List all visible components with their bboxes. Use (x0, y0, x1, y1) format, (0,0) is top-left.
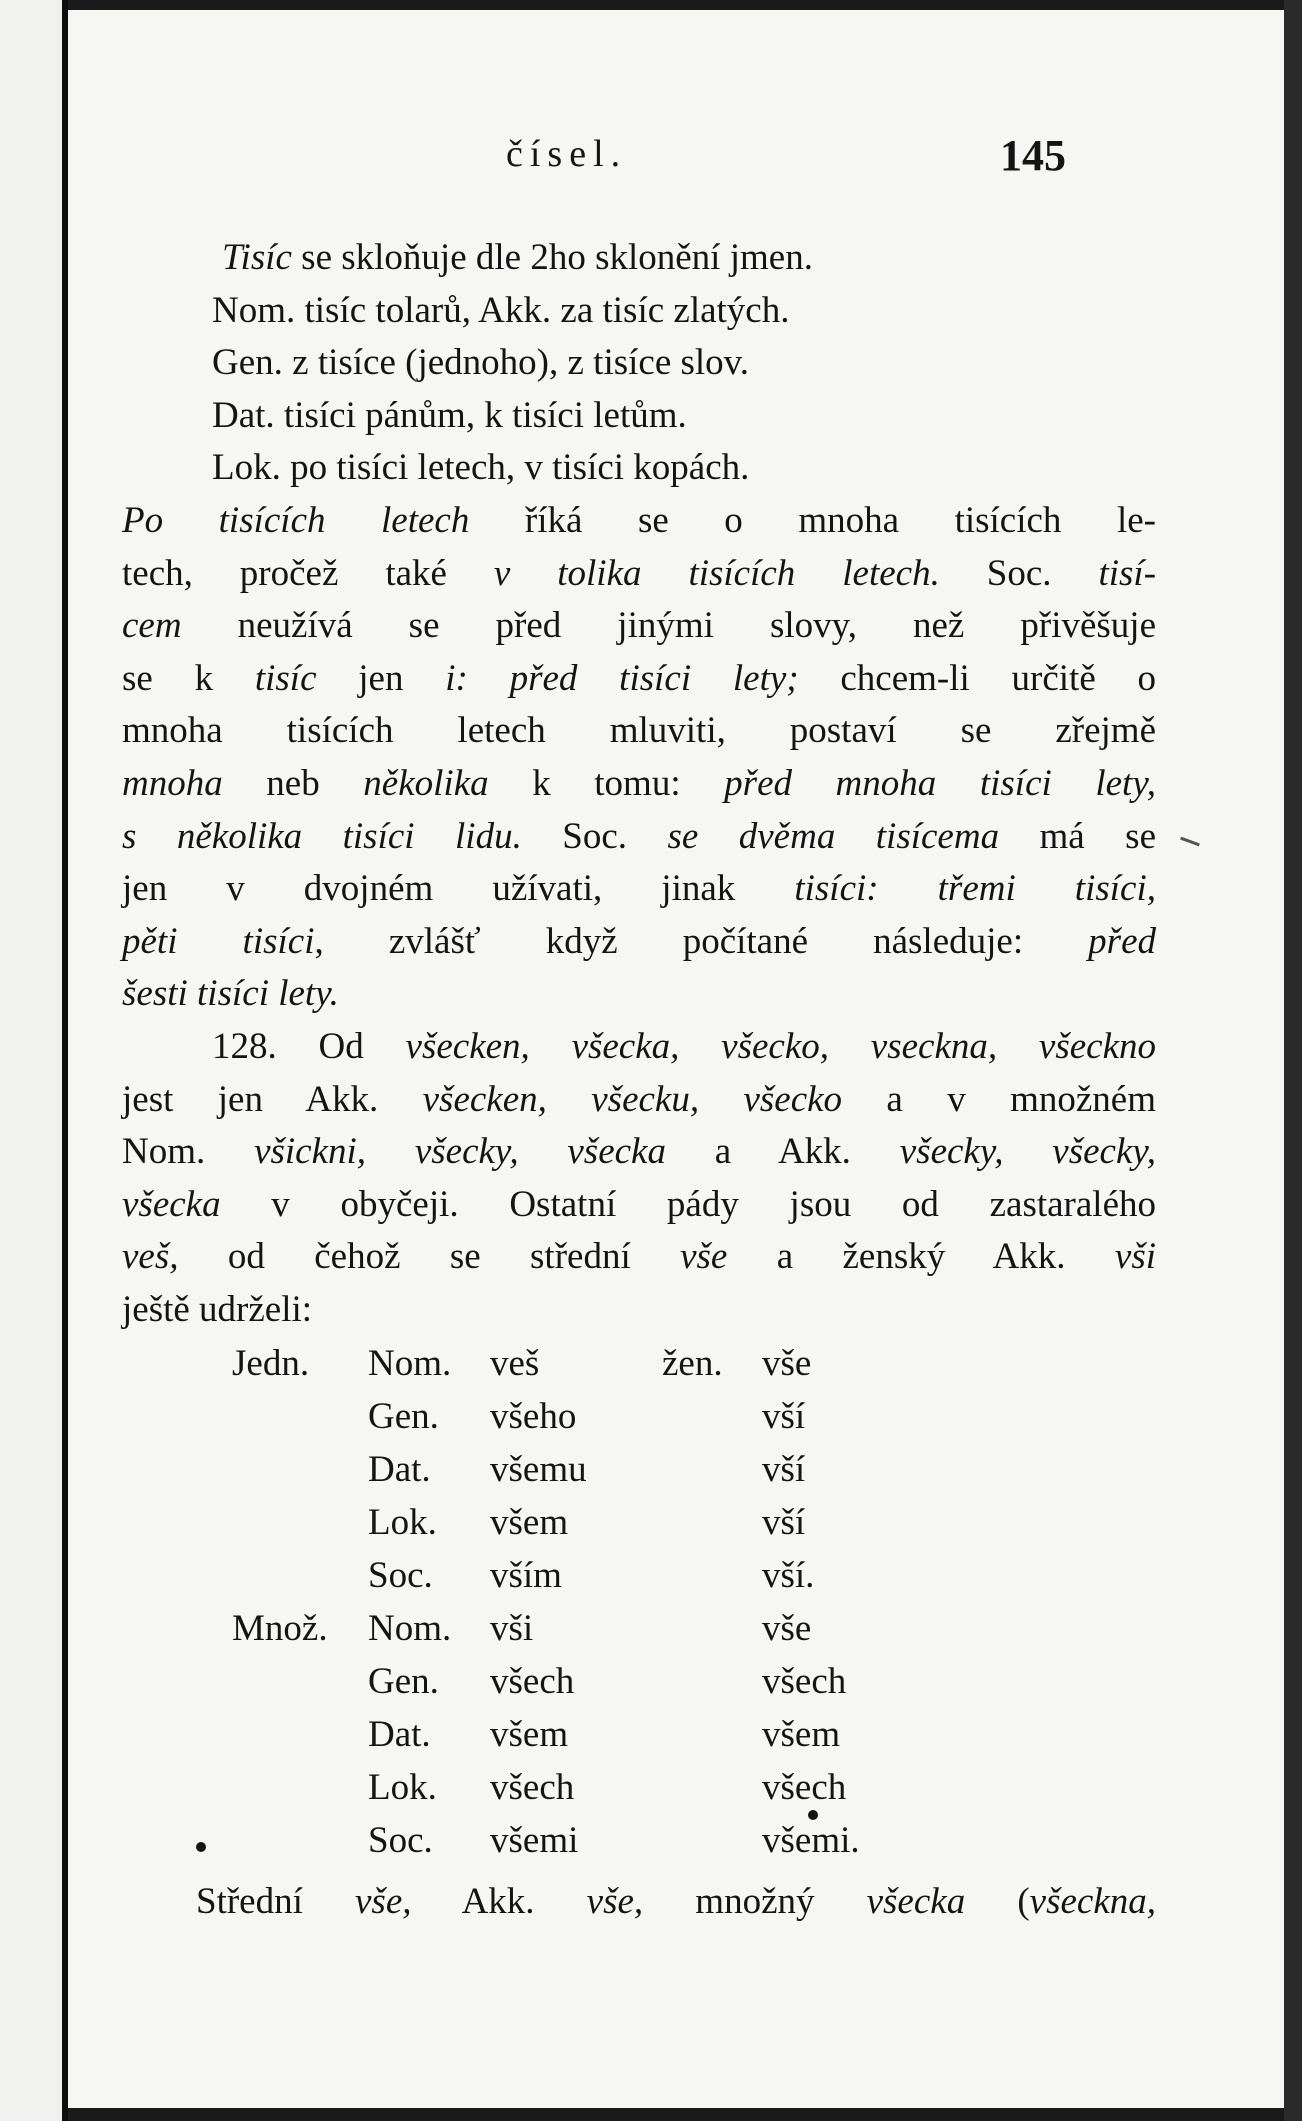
table-cell-number: Množ. (232, 1608, 328, 1649)
table-cell-fem: vše (762, 1343, 812, 1384)
table-cell-fem: všech (762, 1661, 847, 1702)
text-run: Střední (196, 1881, 355, 1922)
page-number: 145 (1000, 131, 1066, 180)
italic-text: vše, (355, 1881, 412, 1922)
italic-text: všecken, všecka, všecko, vsecknа, všeckno (405, 1025, 1156, 1067)
text-run: , zvlášť když počítané následuje: (314, 920, 1089, 962)
table-cell-case: Gen. (368, 1396, 439, 1437)
text-run: Gen. z tisíce (jednoho), z tisíce slov. (212, 342, 750, 384)
italic-text: mnoha (122, 762, 223, 804)
text-run: chcem-li určitě o (798, 657, 1157, 699)
ink-speck (808, 1810, 818, 1820)
table-cell-number: Jedn. (232, 1343, 310, 1384)
table-cell-fem: vší (762, 1502, 806, 1543)
italic-text: tisíci: třemi tisíci, (794, 868, 1156, 910)
italic-text: tisí- (1098, 552, 1157, 594)
text-run: množný (643, 1881, 867, 1922)
table-cell-fem: všemi. (762, 1820, 860, 1861)
italic-text: všecken, všecku, všecko (422, 1078, 843, 1120)
closing-line (196, 1880, 1156, 1923)
text-run: a ženský Akk. (727, 1236, 1115, 1278)
text-run: v obyčeji. Ostatní pády jsou od zastaralého (220, 1183, 1156, 1225)
italic-text: před (1088, 920, 1156, 962)
declension-table (122, 1342, 1156, 1872)
italic-text: cem (122, 605, 182, 647)
table-cell-fem: všech (762, 1767, 847, 1808)
table-cell-masc: všem (490, 1714, 569, 1755)
table-cell-masc: všemi (490, 1820, 579, 1861)
text-line (122, 1179, 1156, 1232)
table-row (122, 1660, 1156, 1713)
table-cell-masc: všech (490, 1767, 575, 1808)
table-cell-masc: všech (490, 1661, 575, 1702)
table-cell-fem: vše (762, 1608, 812, 1649)
table-cell-case: Nom. (368, 1343, 452, 1384)
italic-text: vši (1114, 1236, 1156, 1278)
text-run: a Akk. (665, 1131, 900, 1173)
italic-text: všecka (122, 1183, 221, 1225)
table-row (122, 1713, 1156, 1766)
table-row (122, 1448, 1156, 1501)
text-run: a v množném (842, 1078, 1157, 1120)
italic-text: před mnoha tisíci lety, (724, 762, 1156, 804)
running-title: čísel. (506, 133, 628, 175)
italic-text: všecky, všecky, (899, 1131, 1156, 1173)
text-line (122, 337, 1156, 390)
table-row (122, 1607, 1156, 1660)
text-run: Soc. (521, 815, 668, 857)
text-line (122, 495, 1156, 548)
table-cell-case: Gen. (368, 1661, 439, 1702)
table-cell-case: Lok. (368, 1767, 437, 1808)
margin-mark (1180, 837, 1200, 847)
italic-text: se dvěma tisícema (667, 815, 1000, 857)
text-run: od čehož se střední (178, 1236, 681, 1278)
text-run: Akk. (411, 1881, 587, 1922)
table-row (122, 1766, 1156, 1819)
text-run: Dat. tisíci pánům, k tisíci letům. (212, 394, 687, 436)
italic-text: několika (363, 762, 489, 804)
italic-text: veš, (122, 1236, 179, 1278)
text-run: neužívá se před jinými slovy, než přivěšuje (181, 605, 1156, 647)
italic-text: šesti tisíci lety. (122, 973, 339, 1015)
table-cell-masc: veš (490, 1343, 540, 1384)
text-line (122, 863, 1156, 916)
table-cell-gender: žen. (662, 1343, 723, 1384)
text-line (122, 968, 1156, 1021)
text-run: říká se o mnoha tisících le- (469, 499, 1156, 541)
italic-text: v tolika tisících letech. (493, 552, 940, 594)
text-run: jen (316, 657, 446, 699)
table-cell-fem: vší (762, 1396, 806, 1437)
table-row (122, 1395, 1156, 1448)
table-cell-fem: všem (762, 1714, 841, 1755)
text-line (122, 1021, 1156, 1074)
page-right-edge (1284, 0, 1302, 2121)
text-line (122, 1284, 1156, 1337)
text-run: se skloňuje dle 2ho sklonění jmen. (291, 237, 813, 278)
ink-speck (196, 1842, 206, 1852)
text-run: má se (999, 815, 1156, 857)
italic-text: pěti tisíci (122, 920, 315, 962)
text-run: ( (965, 1881, 1030, 1922)
text-line (122, 705, 1156, 758)
text-run: Nom. (122, 1131, 255, 1173)
table-row (122, 1554, 1156, 1607)
book-page (68, 10, 1284, 2108)
italic-text: všecka (866, 1881, 966, 1922)
table-cell-masc: všem (490, 1502, 569, 1543)
text-run: jen v dvojném užívati, jinak (122, 868, 795, 910)
text-line (122, 653, 1156, 706)
text-line (122, 758, 1156, 811)
table-cell-case: Lok. (368, 1502, 437, 1543)
italic-text: tisíc (254, 657, 317, 699)
text-run: jest jen Akk. (122, 1078, 423, 1120)
text-run: Soc. (939, 552, 1099, 594)
text-line (122, 811, 1156, 864)
text-run: 128. Od (212, 1025, 406, 1067)
italic-text: i: před tisíci lety; (445, 657, 799, 699)
page-header (68, 132, 1284, 192)
text-run: mnoha tisících letech mluviti, postaví se zřejmě (122, 710, 1156, 752)
table-cell-case: Soc. (368, 1820, 433, 1861)
table-row (122, 1342, 1156, 1395)
text-line (122, 390, 1156, 443)
text-run: k tomu: (488, 762, 725, 804)
italic-text: všickni, všecky, všecka (254, 1131, 666, 1173)
table-row (122, 1819, 1156, 1872)
text-line (122, 548, 1156, 601)
italic-text: s několika tisíci lidu. (122, 815, 522, 857)
table-cell-masc: všemu (490, 1449, 587, 1490)
italic-text: Tisíc (222, 237, 292, 278)
italic-text: všeckna, (1029, 1881, 1156, 1922)
text-run: Nom. tisíc tolarů, Akk. za tisíc zlatých. (212, 289, 790, 331)
text-line (122, 232, 1156, 285)
adjacent-page-edge (0, 0, 68, 2121)
italic-text: Po tisících letech (122, 499, 470, 541)
table-cell-case: Nom. (368, 1608, 452, 1649)
text-line (122, 600, 1156, 653)
text-run: tech, pročež také (122, 552, 494, 594)
text-line (122, 1231, 1156, 1284)
table-cell-masc: všeho (490, 1396, 577, 1437)
italic-text: vše (680, 1236, 728, 1278)
table-cell-case: Soc. (368, 1555, 433, 1596)
text-line (122, 442, 1156, 495)
text-run: se k (122, 657, 255, 699)
table-cell-case: Dat. (368, 1714, 431, 1755)
italic-text: vše, (586, 1881, 644, 1922)
table-cell-fem: vší (762, 1449, 806, 1490)
text-line (122, 285, 1156, 338)
text-run: ještě udrželi: (122, 1288, 313, 1330)
text-run: neb (222, 762, 364, 804)
table-cell-case: Dat. (368, 1449, 431, 1490)
table-cell-masc: vším (490, 1555, 562, 1596)
text-run: Lok. po tisíci letech, v tisíci kopách. (212, 447, 750, 489)
table-row (122, 1501, 1156, 1554)
text-line (122, 916, 1156, 969)
body-text (122, 232, 1156, 1336)
table-cell-masc: vši (490, 1608, 534, 1649)
text-line (122, 1074, 1156, 1127)
text-line (122, 1126, 1156, 1179)
table-cell-fem: vší. (762, 1555, 815, 1596)
